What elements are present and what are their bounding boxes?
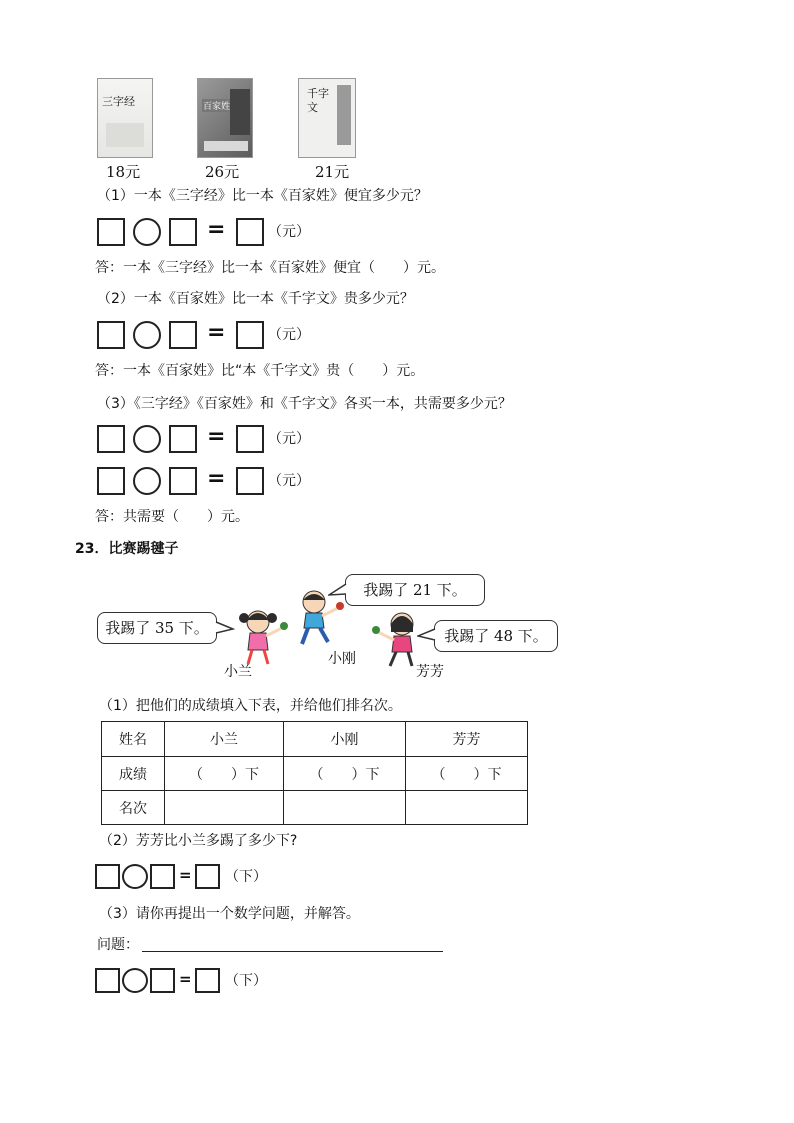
answer-box[interactable] (97, 321, 125, 349)
girl-fangfang-illustration (370, 610, 430, 668)
answer-box[interactable] (195, 968, 220, 993)
equals-sign: = (179, 970, 192, 988)
answer-box[interactable] (236, 425, 264, 453)
book-title-baijiaxing: 百家姓 (202, 99, 231, 112)
q22-p3-answer: 答：共需要（ ）元。 (95, 509, 249, 525)
answer-box[interactable] (95, 968, 120, 993)
score-cell[interactable]: （ ）下 (284, 757, 406, 791)
table-row-label: 名次 (102, 791, 165, 825)
score-cell[interactable]: （ ）下 (406, 757, 528, 791)
answer-box[interactable] (236, 321, 264, 349)
name-label-xiaogang: 小刚 (328, 651, 356, 667)
table-row (102, 722, 528, 757)
q22-p2-answer: 答：一本《百家姓》比“本《千字文》贵（ ）元。 (95, 363, 425, 379)
equals-sign: = (207, 466, 226, 491)
answer-box[interactable] (97, 218, 125, 246)
operator-circle[interactable] (133, 218, 161, 246)
book-price-sanzijing: 18元 (106, 163, 141, 181)
operator-circle[interactable] (133, 321, 161, 349)
unit-label: （元） (268, 327, 310, 343)
book-price-qianziwen: 21元 (315, 163, 350, 181)
q22-p3-question: （3）《三字经》《百家姓》和《千字文》各买一本，共需要多少元？ (97, 396, 512, 412)
rank-cell[interactable] (284, 791, 406, 825)
table-row (102, 757, 528, 791)
q23-title: 23．比赛踢毽子 (75, 541, 179, 557)
q23-p3-question: （3）请你再提出一个数学问题，并解答。 (99, 906, 360, 922)
book-title-sanzijing: 三字经 (102, 95, 135, 108)
boy-xiaogang-illustration (290, 588, 352, 650)
unit-label: （元） (268, 224, 310, 240)
answer-box[interactable] (97, 467, 125, 495)
equals-sign: = (207, 217, 226, 242)
answer-box[interactable] (195, 864, 220, 889)
speech-bubble-xiaogang: 我踢了 21 下。 (345, 574, 485, 606)
table-header-cell: 姓名 (102, 722, 165, 757)
score-table (101, 721, 528, 825)
q23-p2-question: （2）芳芳比小兰多踢了多少下? (99, 833, 298, 849)
operator-circle[interactable] (133, 425, 161, 453)
equals-sign: = (179, 866, 192, 884)
book-price-baijiaxing: 26元 (205, 163, 240, 181)
q22-p1-answer: 答：一本《三字经》比一本《百家姓》便宜（ ）元。 (95, 260, 445, 276)
unit-label: （下） (225, 869, 267, 885)
answer-box[interactable] (169, 218, 197, 246)
table-header-cell: 小刚 (284, 722, 406, 757)
answer-box[interactable] (97, 425, 125, 453)
name-label-fangfang: 芳芳 (416, 664, 444, 680)
rank-cell[interactable] (165, 791, 284, 825)
book-decoration (337, 85, 351, 145)
book-cover-baijiaxing (197, 78, 253, 158)
table-row-label: 成绩 (102, 757, 165, 791)
table-header-cell: 芳芳 (406, 722, 528, 757)
book-title-qianziwen: 千字文 (307, 87, 329, 114)
operator-circle[interactable] (122, 968, 148, 993)
speech-bubble-xiaolan: 我踢了 35 下。 (97, 612, 217, 644)
answer-box[interactable] (150, 968, 175, 993)
operator-circle[interactable] (133, 467, 161, 495)
operator-circle[interactable] (122, 864, 148, 889)
book-decoration (204, 141, 248, 151)
table-row (102, 791, 528, 825)
book-decoration (230, 89, 250, 135)
unit-label: （下） (225, 973, 267, 989)
q22-p2-question: （2）一本《百家姓》比一本《千字文》贵多少元？ (97, 291, 414, 307)
answer-box[interactable] (236, 218, 264, 246)
problem-label: 问题： (97, 937, 139, 953)
equals-sign: = (207, 424, 226, 449)
book-cover-qianziwen (298, 78, 356, 158)
answer-box[interactable] (169, 467, 197, 495)
equals-sign: = (207, 320, 226, 345)
q22-p1-question: （1）一本《三字经》比一本《百家姓》便宜多少元？ (97, 188, 428, 204)
book-decoration (106, 123, 144, 147)
answer-box[interactable] (150, 864, 175, 889)
girl-xiaolan-illustration (228, 606, 290, 668)
answer-box[interactable] (95, 864, 120, 889)
table-header-cell: 小兰 (165, 722, 284, 757)
book-cover-sanzijing (97, 78, 153, 158)
rank-cell[interactable] (406, 791, 528, 825)
score-cell[interactable]: （ ）下 (165, 757, 284, 791)
q23-p1-question: （1）把他们的成绩填入下表，并给他们排名次。 (99, 698, 402, 714)
unit-label: （元） (268, 473, 310, 489)
name-label-xiaolan: 小兰 (224, 664, 252, 680)
problem-write-line[interactable] (142, 951, 443, 952)
speech-bubble-fangfang: 我踢了 48 下。 (434, 620, 558, 652)
answer-box[interactable] (169, 425, 197, 453)
answer-box[interactable] (169, 321, 197, 349)
answer-box[interactable] (236, 467, 264, 495)
unit-label: （元） (268, 431, 310, 447)
